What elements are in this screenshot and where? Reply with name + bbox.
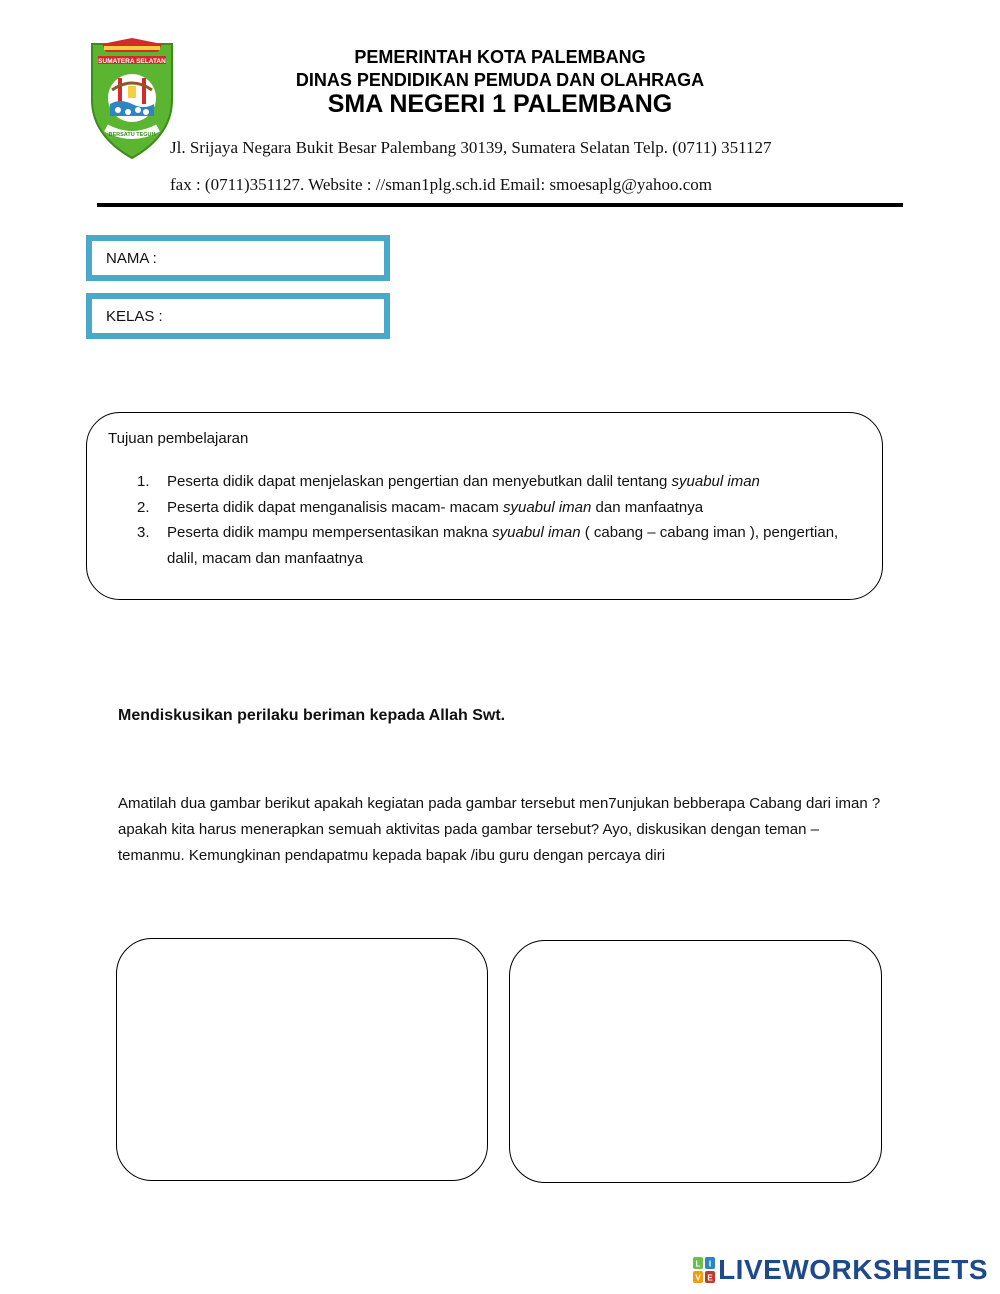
objective-text: Peserta didik mampu mempersentasikan makna	[167, 524, 493, 541]
name-label: NAMA :	[106, 249, 157, 267]
header-divider	[97, 203, 903, 207]
objective-emphasis: syuabul iman	[502, 498, 592, 516]
name-field[interactable]	[86, 235, 390, 281]
image-panel-left	[116, 938, 488, 1181]
header-government: PEMERINTAH KOTA PALEMBANG	[354, 47, 646, 67]
class-field[interactable]	[86, 293, 390, 339]
header-address: Jl. Srijaya Negara Bukit Besar Palembang 30139, Sumatera Selatan Telp. (0711) 351127	[170, 138, 772, 157]
class-label: KELAS :	[106, 307, 163, 325]
learning-objectives-box	[86, 412, 883, 600]
header-school-name: SMA NEGERI 1 PALEMBANG	[327, 90, 673, 118]
brand-icon-letter: V	[695, 1273, 701, 1283]
brand-icon-letter: L	[695, 1259, 701, 1269]
objective-text-end: ( cabang – cabang iman ), pengertian, dalil, macam dan manfaatnya	[167, 524, 839, 567]
objective-text-end: dan manfaatnya	[591, 498, 704, 516]
objective-number: 1.	[137, 473, 150, 490]
liveworksheets-icon	[693, 1257, 715, 1283]
objective-number: 2.	[137, 498, 150, 516]
liveworksheets-brand[interactable]	[693, 1254, 988, 1286]
header-contact: fax : (0711)351127. Website : //sman1plg.sch.id Email: smoesaplg@yahoo.com	[170, 175, 712, 194]
brand-icon-letter: E	[707, 1273, 713, 1283]
section-heading: Mendiskusikan perilaku beriman kepada Allah Swt.	[118, 707, 506, 724]
objectives-title: Tujuan pembelajaran	[108, 430, 249, 447]
logo-bottom-text: BERSATU TEGUH	[108, 132, 156, 138]
brand-wordmark: LIVEWORKSHEETS	[718, 1254, 988, 1285]
objective-number: 3.	[137, 524, 150, 541]
instruction-paragraph: Amatilah dua gambar berikut apakah kegiatan pada gambar tersebut men7unjukan bebberapa Cabang dari iman ? apakah kita harus menerapkan semuah aktivitas pada gambar tersebut? Ayo, diskusikan dengan teman – temanmu. Kemungkinan pendapatmu kepada bapak /ibu guru dengan percaya diri	[118, 795, 881, 864]
objective-item	[108, 495, 848, 521]
objective-item	[108, 520, 848, 571]
objective-emphasis: syuabul iman	[492, 524, 581, 541]
header-department: DINAS PENDIDIKAN PEMUDA DAN OLAHRAGA	[295, 70, 705, 90]
image-panel-right	[509, 940, 882, 1183]
objective-text: Peserta didik dapat menjelaskan pengertian dan menyebutkan dalil tentang	[167, 473, 672, 490]
objectives-list	[108, 469, 848, 571]
objective-text: Peserta didik dapat menganalisis macam- macam	[167, 498, 503, 516]
objective-item	[108, 469, 848, 495]
brand-icon-letter: I	[708, 1259, 712, 1269]
logo-top-text: SUMATERA SELATAN	[98, 58, 166, 65]
objective-emphasis: syuabul iman	[671, 473, 760, 490]
school-logo	[84, 38, 180, 160]
